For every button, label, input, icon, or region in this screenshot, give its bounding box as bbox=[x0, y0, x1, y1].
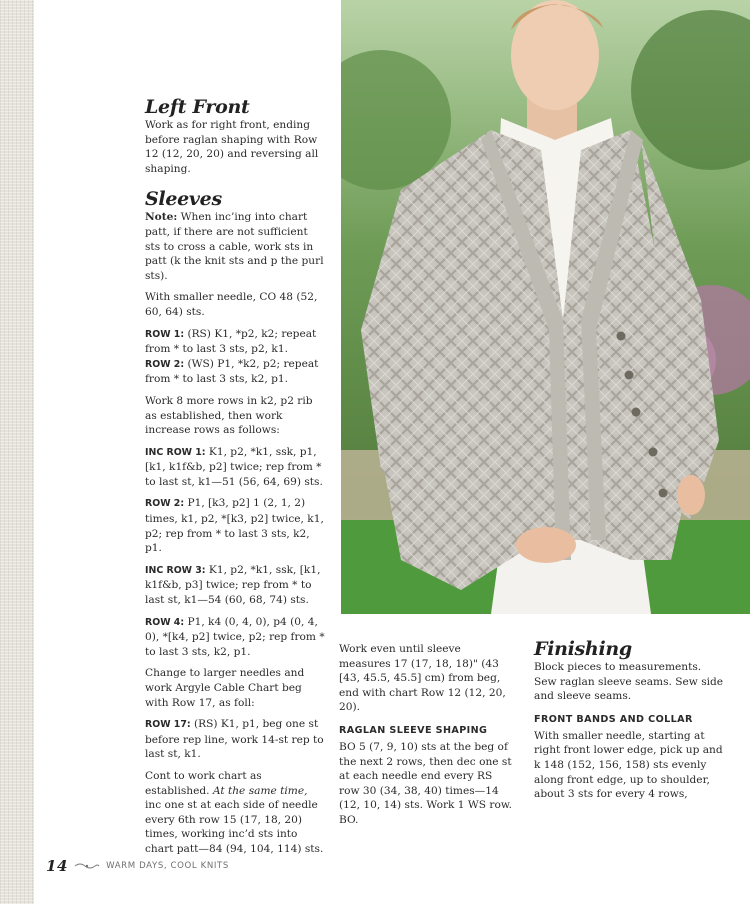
r2-text: P1, [k3, p2] 1 (2, 1, 2) times, k1, p2, *[k3, p2] twice, k1, p2; rep from * to last 3 sts, k2, p1. bbox=[145, 497, 324, 555]
text-column-3 bbox=[534, 638, 724, 809]
front-bands-text: With smaller needle, starting at right front lower edge, pick up and k 148 (152, 156, 158) sts evenly along front edge, up to shoulder, about 3 sts for every 4 rows, bbox=[534, 729, 723, 801]
cast-on-paragraph: With smaller needle, CO 48 (52, 60, 64) sts. bbox=[145, 291, 318, 318]
inc-row-1 bbox=[145, 445, 325, 490]
inc1-text: K1, p2, *k1, ssk, p1, [k1, k1f&b, p2] twice; rep from * to last st, k1—51 (56, 64, 69) sts. bbox=[145, 445, 323, 488]
cardigan-illustration bbox=[341, 0, 750, 614]
raglan-heading: RAGLAN SLEEVE SHAPING bbox=[339, 724, 488, 736]
ornament-icon bbox=[74, 862, 100, 870]
cont-text-italic: At the same time, bbox=[212, 784, 308, 797]
left-front-body: Work as for right front, ending before raglan shaping with Row 12 (12, 20, 20) and reversing all shaping. bbox=[145, 119, 319, 175]
note-text: When inc’ing into chart patt, if there are not sufficient sts to cross a cable, work sts in patt (k the knit sts and p the purl sts). bbox=[145, 211, 324, 282]
sleeves-note bbox=[145, 210, 325, 283]
inc3-label: INC ROW 3: bbox=[145, 564, 206, 576]
continue-chart-paragraph bbox=[145, 769, 325, 857]
row1-label: ROW 1: bbox=[145, 328, 185, 340]
finishing-heading: Finishing bbox=[534, 638, 632, 660]
rows-1-2 bbox=[145, 327, 325, 387]
larger-needles-paragraph: Change to larger needles and work Argyle Cable Chart beg with Row 17, as foll: bbox=[145, 667, 305, 709]
row2-text: (WS) P1, *k2, p2; repeat from * to last 3 sts, k2, p1. bbox=[145, 357, 319, 386]
row-4-instructions bbox=[145, 615, 325, 660]
page-number: 14 bbox=[46, 857, 69, 875]
sleeves-heading: Sleeves bbox=[145, 188, 222, 211]
r4-label: ROW 4: bbox=[145, 616, 185, 628]
r2-label: ROW 2: bbox=[145, 498, 185, 510]
finishing-paragraph: Block pieces to measurements. Sew raglan sleeve seams. Sew side and sleeve seams. bbox=[534, 661, 724, 703]
rib-paragraph: Work 8 more rows in k2, p2 rib as established, then work increase rows as follows: bbox=[145, 394, 313, 437]
row17-text: (RS) K1, p1, beg one st before rep line, work 14-st rep to last st, k1. bbox=[145, 718, 324, 761]
note-label: Note: bbox=[145, 211, 178, 224]
left-front-heading: Left Front bbox=[145, 96, 250, 118]
page-footer bbox=[46, 858, 229, 874]
model-photo bbox=[341, 0, 750, 614]
inc-row-3 bbox=[145, 563, 325, 608]
inc1-label: INC ROW 1: bbox=[145, 446, 206, 458]
r4-text: P1, k4 (0, 4, 0), p4 (0, 4, 0), *[k4, p2] twice, p2; rep from * to last 3 sts, k2, p1. bbox=[145, 615, 325, 658]
cont-text-b: inc one st at each side of needle every 6th row 15 (17, 18, 20) times, working inc’d sts into chart patt—84 (94, 104, 114) sts. bbox=[145, 799, 324, 855]
page-edge-texture bbox=[0, 0, 34, 904]
front-bands-heading: FRONT BANDS AND COLLAR bbox=[534, 713, 693, 725]
book-title: WARM DAYS, COOL KNITS bbox=[106, 861, 229, 871]
text-column-1 bbox=[145, 96, 325, 864]
raglan-text: BO 5 (7, 9, 10) sts at the beg of the next 2 rows, then dec one st at each needle end every RS row 30 (34, 38, 40) times—14 (12, 10, 14) sts. Work 1 WS row. BO. bbox=[339, 740, 513, 826]
text-column-2 bbox=[339, 642, 514, 835]
work-even-paragraph: Work even until sleeve measures 17 (17, 18, 18)" (43 [43, 45.5, 45.5] cm) from beg, end with chart Row 12 (12, 20, 20). bbox=[339, 643, 506, 714]
row-2-instructions bbox=[145, 496, 325, 555]
row1-text: (RS) K1, *p2, k2; repeat from * to last 3 sts, p2, k1. bbox=[145, 327, 317, 356]
row17-label: ROW 17: bbox=[145, 719, 191, 731]
inc3-text: K1, p2, *k1, ssk, [k1, k1f&b, p3] twice; rep from * to last st, k1—54 (60, 68, 74) sts. bbox=[145, 563, 321, 607]
cont-text-a: Cont to work chart as established. bbox=[145, 769, 262, 797]
row2-label: ROW 2: bbox=[145, 358, 185, 370]
row-17-instructions bbox=[145, 717, 325, 762]
